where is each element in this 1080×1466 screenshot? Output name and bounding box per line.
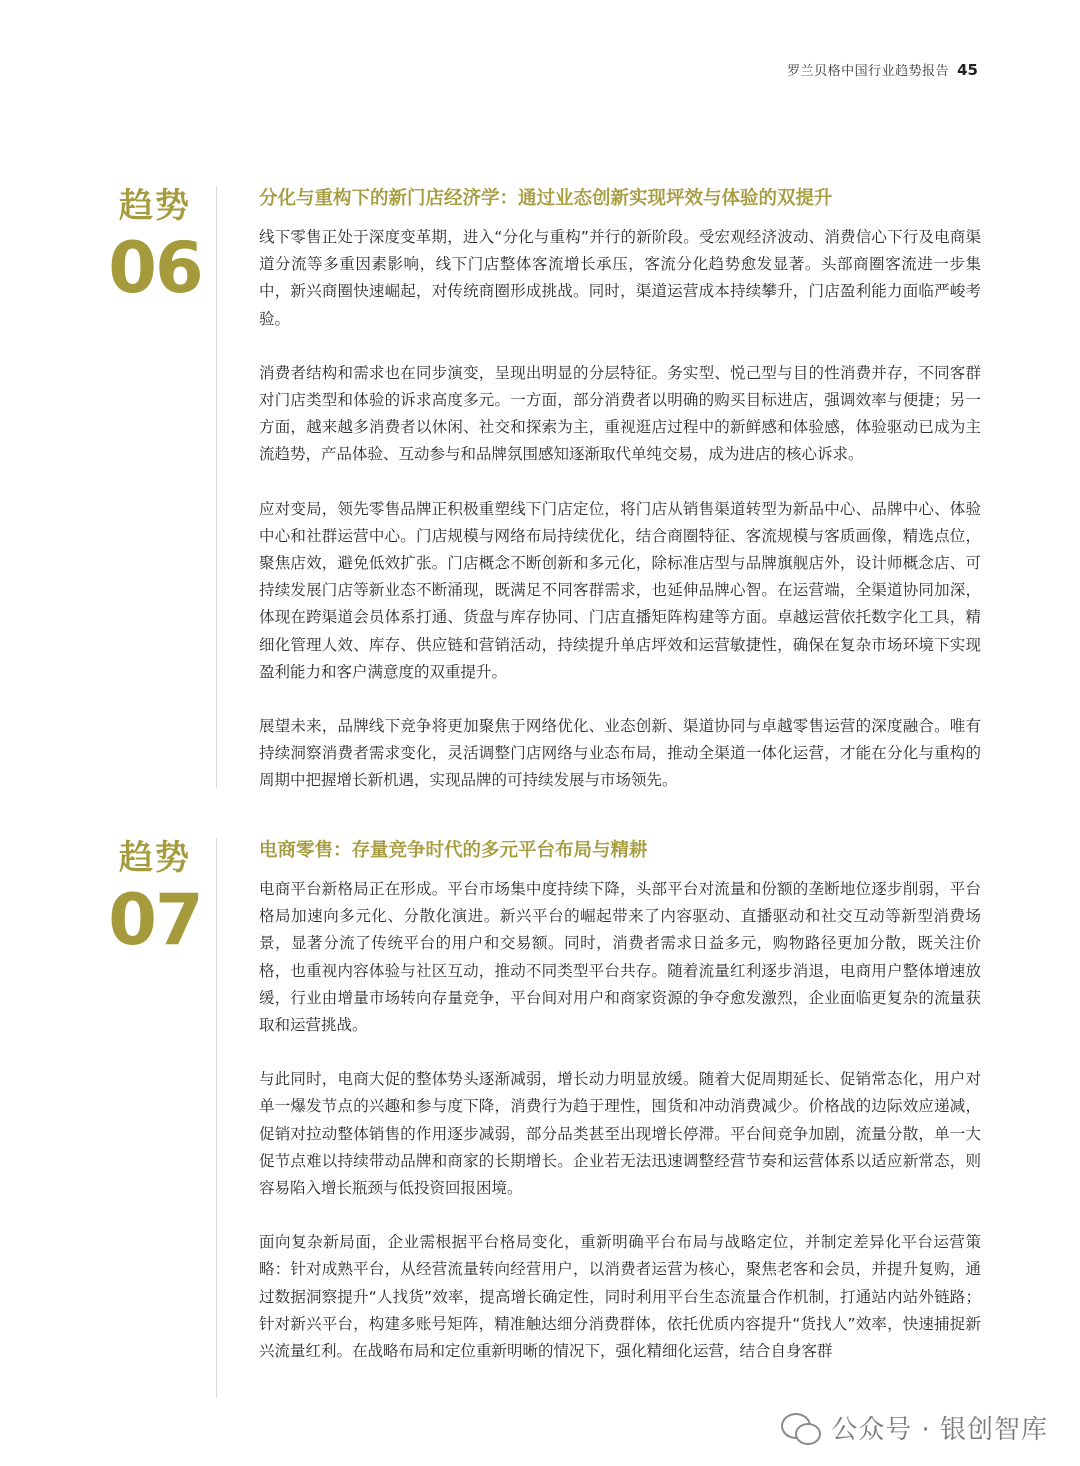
paragraph: 与此同时，电商大促的整体势头逐渐减弱，增长动力明显放缓。随着大促周期延长、促销常态化，用户对单一爆发节点的兴趣和参与度下降，消费行为趋于理性，囤货和冲动消费减少。价格战的边际效应递减，促销对拉动整体销售的作用逐步减弱，部分品类甚至出现增长停滞。平台间竞争加剧，流量分散，单一大促节点难以持续带动品牌和商家的长期增长。企业若无法迅速调整经营节奏和运营体系以适应新常态，则容易陷入增长瓶颈与低投资回报困境。 (259, 1070, 981, 1198)
trend-word: 趋势 (119, 838, 191, 878)
trend-word: 趋势 (119, 186, 191, 226)
page-number: 45 (957, 61, 978, 79)
paragraph: 消费者结构和需求也在同步演变，呈现出明显的分层特征。务实型、悦己型与目的性消费并存，不同客群对门店类型和体验的诉求高度多元。一方面，部分消费者以明确的购买目标进店，强调效率与便捷；另一方面，越来越多消费者以休闲、社交和探索为主，重视逛店过程中的新鲜感和体验感，体验驱动已成为主流趋势，产品体验、互动参与和品牌氛围感知逐渐取代单纯交易，成为进店的核心诉求。 (259, 363, 981, 464)
section-divider (216, 186, 217, 788)
trend-number: 07 (108, 879, 202, 961)
trend-number: 06 (108, 227, 202, 309)
paragraph: 线下零售正处于深度变革期，进入“分化与重构”并行的新阶段。受宏观经济波动、消费信心下行及电商渠道分流等多重因素影响，线下门店整体客流增长承压，客流分化趋势愈发显著。头部商圈客流进一步集中，新兴商圈快速崛起，对传统商圈形成挑战。同时，渠道运营成本持续攀升，门店盈利能力面临严峻考验。 (259, 228, 981, 328)
paragraph: 电商平台新格局正在形成。平台市场集中度持续下降，头部平台对流量和份额的垄断地位逐步削弱，平台格局加速向多元化、分散化演进。新兴平台的崛起带来了内容驱动、直播驱动和社交互动等新型消费场景，显著分流了传统平台的用户和交易额。同时，消费者需求日益多元，购物路径更加分散，既关注价格，也重视内容体验与社区互动，推动不同类型平台共存。随着流量红利逐步消退，电商用户整体增速放缓，行业由增量市场转向存量竞争，平台间对用户和商家资源的争夺愈发激烈，企业面临更复杂的流量获取和运营挑战。 (259, 880, 981, 1035)
paragraph: 应对变局，领先零售品牌正积极重塑线下门店定位，将门店从销售渠道转型为新品中心、品牌中心、体验中心和社群运营中心。门店规模与网络布局持续优化，结合商圈特征、客流规模与客质画像，精选点位，聚焦店效，避免低效扩张。门店概念不断创新和多元化，除标准店型与品牌旗舰店外，设计师概念店、可持续发展门店等新业态不断涌现，既满足不同客群需求，也延伸品牌心智。在运营端，全渠道协同加深，体现在跨渠道会员体系打通、货盘与库存协同、门店直播矩阵构建等方面。卓越运营依托数字化工具，精细化管理人效、库存、供应链和营销活动，持续提升单店坪效和运营敏捷性，确保在复杂市场环境下实现盈利能力和客户满意度的双重提升。 (259, 499, 981, 681)
watermark-text: 公众号 · 银创智库 (831, 1415, 1048, 1445)
paragraph: 展望未来，品牌线下竞争将更加聚焦于网络优化、业态创新、渠道协同与卓越零售运营的深度融合。唯有持续洞察消费者需求变化，灵活调整门店网络与业态布局，推动全渠道一体化运营，才能在分化与重构的周期中把握增长新机遇，实现品牌的可持续发展与市场领先。 (259, 717, 981, 790)
trend-label (100, 838, 210, 961)
watermark (781, 1409, 1048, 1446)
section-divider (216, 838, 217, 1398)
page-header (787, 60, 978, 79)
trend-label (100, 186, 210, 309)
wechat-icon (781, 1411, 821, 1445)
paragraph: 面向复杂新局面，企业需根据平台格局变化，重新明确平台布局与战略定位，并制定差异化平台运营策略：针对成熟平台，从经营流量转向经营用户，以消费者运营为核心，聚焦老客和会员，并提升复购，通过数据洞察提升“人找货”效率，提高增长确定性，同时利用平台生态流量合作机制，打通站内站外链路；针对新兴平台，构建多账号矩阵，精准触达细分消费群体，依托优质内容提升“货找人”效率，快速捕捉新兴流量红利。在战略布局和定位重新明晰的情况下，强化精细化运营，结合自身客群 (259, 1233, 981, 1361)
report-title: 罗兰贝格中国行业趋势报告 (787, 64, 950, 79)
section-title: 分化与重构下的新门店经济学：通过业态创新实现坪效与体验的双提升 (259, 188, 833, 209)
section-title: 电商零售：存量竞争时代的多元平台布局与精耕 (259, 840, 648, 861)
trend-content (259, 838, 981, 1392)
trend-content (259, 186, 981, 822)
